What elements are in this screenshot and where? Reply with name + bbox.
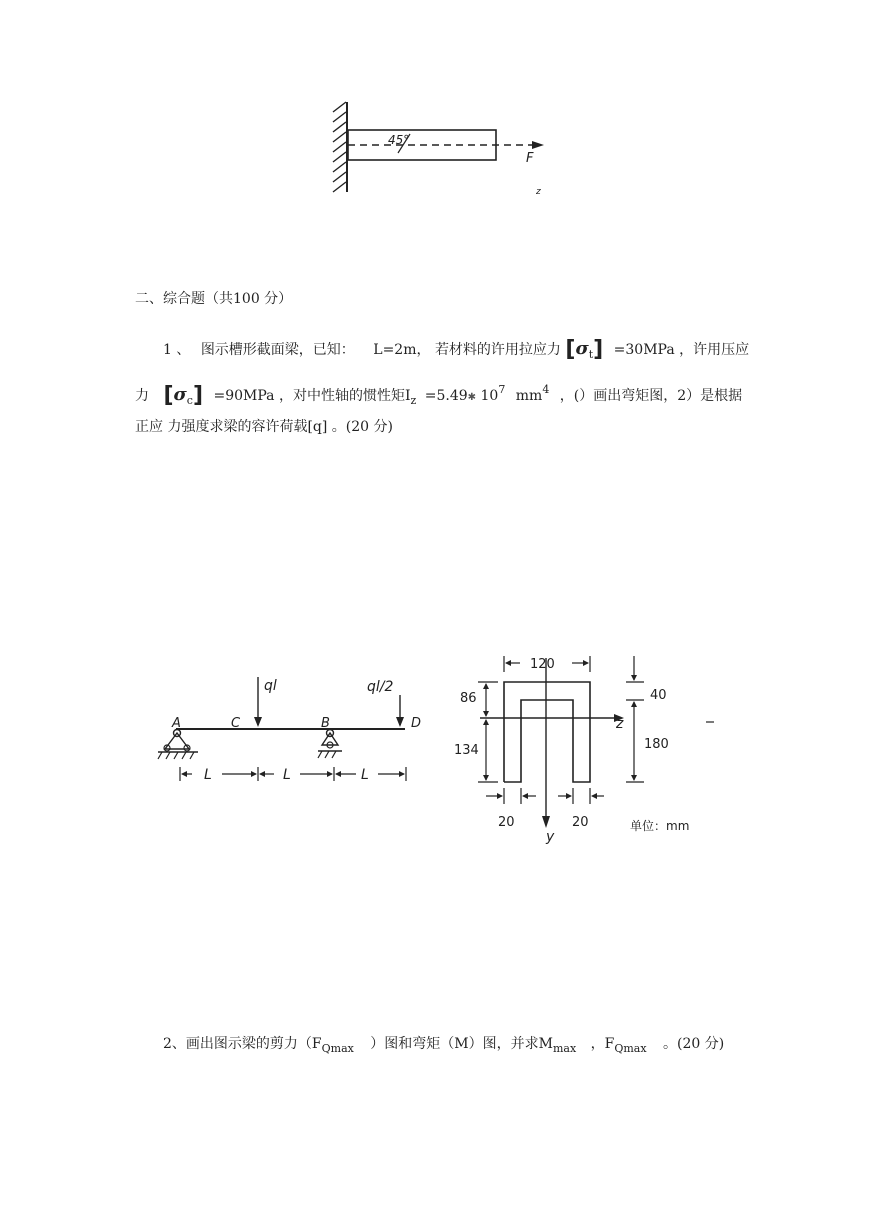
problem1-number: 1 、 [163,342,191,358]
problem2-text-c: ，F [590,1036,615,1052]
force-label: F [526,151,534,166]
load-end-label: ql/2 [367,679,394,695]
problem1-tasks: ，(）画出弯矩图，2）是根据 [559,388,743,404]
beam-figure [150,645,420,795]
span-1-label: L [204,767,212,783]
sigma-t-value: =30MPa ，许用压应 [613,342,750,358]
dim-134: 134 [454,743,479,758]
problem2-line [163,1036,725,1055]
problem2-text-b: ）图和弯矩（M）图，并求M [370,1036,553,1052]
sigma-c-sub: c [186,394,193,407]
point-d-label: D [411,716,422,731]
problem1-text-b: 若材料的许用拉应力 [434,342,561,358]
line2-prefix: 力 [135,388,149,404]
iz-times: ✱ [467,392,477,403]
problem2-text-a: 2、画出图示梁的剪力（F [163,1036,322,1052]
problem2-text-d: 。(20 分) [663,1036,725,1052]
stray-mark: z [536,187,541,197]
problem1-text-a: 图示槽形截面梁，已知： [200,342,355,358]
problem2-fq2-sub: Qmax [614,1042,647,1055]
problem2-m-sub: max [552,1042,577,1055]
dim-180: 180 [644,737,669,752]
point-a-label: A [172,716,181,731]
axis-z-label: z [616,716,624,732]
iz-sub: z [410,394,417,407]
sigma-t-sub: t [588,348,594,361]
cantilever-figure [320,98,560,202]
axis-y-label: y [546,829,555,845]
problem1-line2 [135,383,743,408]
sigma-t-symbol: $[\sigma_t]$ [565,337,604,362]
problem1-given-l: L=2m， [373,342,431,358]
dim-86: 86 [460,691,477,706]
dim-40: 40 [650,688,667,703]
iz-exp: 7 [498,383,506,396]
problem1-line3: 正应 力强度求梁的容许荷载[q] 。(20 分) [135,419,393,435]
iz-value: =5.49 [424,388,468,404]
problem1-line1 [163,337,750,362]
dim-20-right: 20 [572,815,589,830]
span-2-label: L [283,767,291,783]
problem2-fq-sub: Qmax [321,1042,354,1055]
dim-width-top: 120 [530,657,555,672]
dim-20-left: 20 [498,815,515,830]
point-c-label: C [231,716,241,731]
section-heading: 二、综合题（共100 分） [135,291,293,307]
iz-unit: mm [515,388,543,404]
sigma-c-value: =90MPa ，对中性轴的惯性矩I [213,388,411,404]
load-center-label: ql [264,678,277,694]
iz-base: 10 [480,388,499,404]
angle-label: 45° [388,133,410,147]
unit-label: 单位：mm [630,819,690,833]
section-figure [450,648,740,848]
sigma-c-symbol: $[\sigma_c]$ [163,383,204,408]
iz-unit-exp: 4 [542,383,550,396]
point-b-label: B [321,716,330,731]
span-3-label: L [361,767,369,783]
